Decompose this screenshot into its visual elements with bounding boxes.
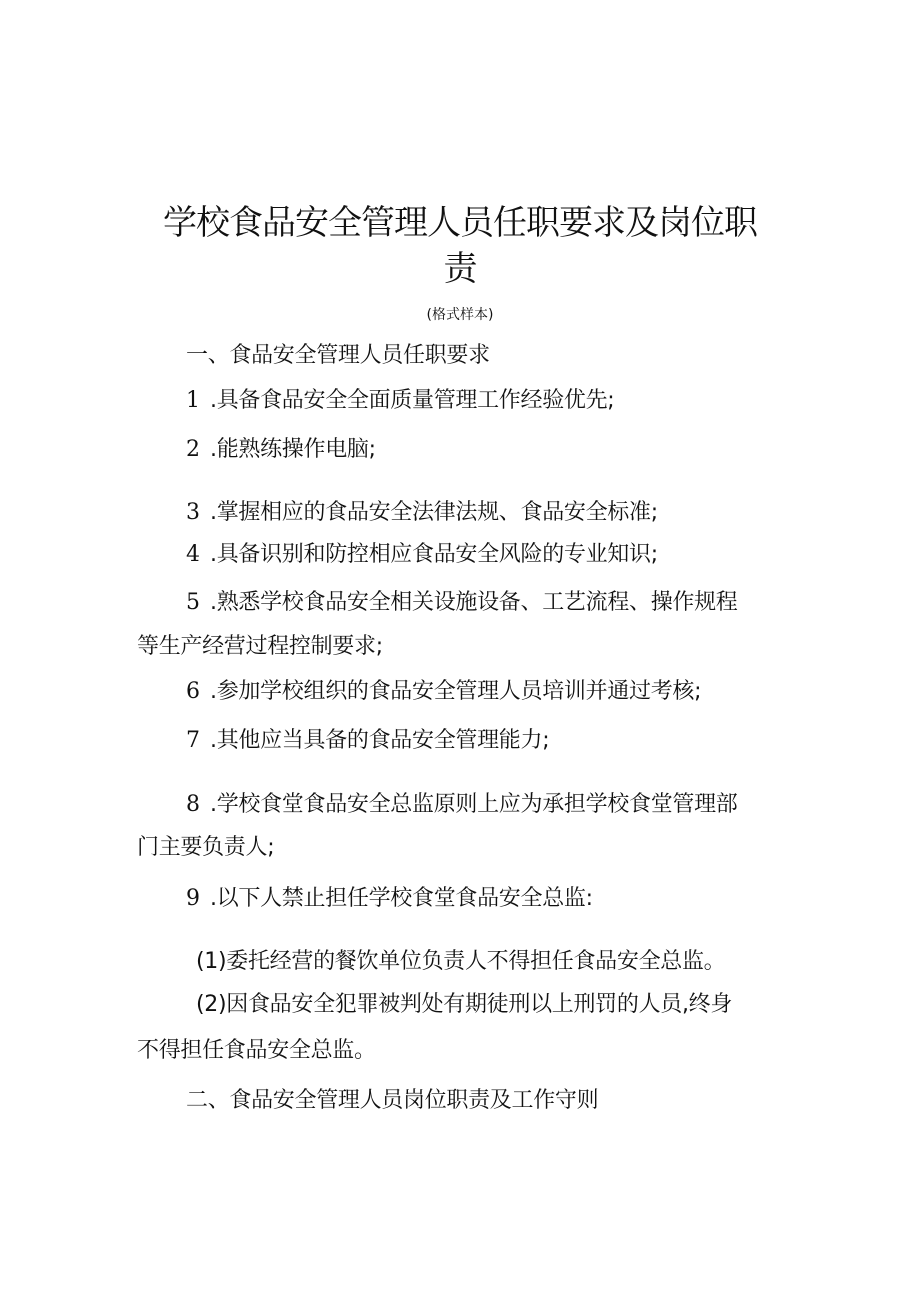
document-title-line2: 责 — [443, 249, 477, 289]
section2-heading: 二、食品安全管理人员岗位职责及工作守则 — [186, 1088, 599, 1113]
list-item — [186, 726, 549, 756]
list-item — [186, 498, 658, 528]
item-text: .以下人禁止担任学校食堂食品安全总监: — [210, 886, 593, 911]
sub-list-item-continuation: 不得担任食品安全总监。 — [137, 1038, 376, 1063]
item-number: 9 — [186, 886, 200, 911]
item-number: 7 — [186, 728, 200, 753]
list-item — [186, 790, 738, 820]
list-item-continuation: 门主要负责人; — [137, 835, 275, 860]
item-text: .其他应当具备的食品安全管理能力; — [210, 728, 550, 753]
section1-heading: 一、食品安全管理人员任职要求 — [186, 343, 490, 368]
item-text: .熟悉学校食品安全相关设施设备、工艺流程、操作规程 — [210, 590, 738, 615]
item-number: 6 — [186, 679, 200, 704]
document-subtitle: (格式样本) — [426, 307, 494, 323]
list-item — [186, 386, 614, 416]
item-number: 4 — [186, 542, 200, 567]
item-text: .能熟练操作电脑; — [210, 437, 376, 462]
item-number: 8 — [186, 792, 200, 817]
list-item — [186, 588, 738, 618]
list-item — [186, 435, 376, 465]
item-text: .参加学校组织的食品安全管理人员培训并通过考核; — [210, 679, 702, 704]
document-title-line1: 学校食品安全管理人员任职要求及岗位职 — [163, 203, 757, 243]
sub-list-item: (2)因食品安全犯罪被判处有期徒刑以上刑罚的人员,终身 — [196, 992, 733, 1017]
item-number: 1 — [186, 388, 200, 413]
item-number: 2 — [186, 437, 200, 462]
list-item — [186, 884, 593, 914]
list-item — [186, 677, 701, 707]
item-text: .具备食品安全全面质量管理工作经验优先; — [210, 388, 615, 413]
item-text: .具备识别和防控相应食品安全风险的专业知识; — [210, 542, 658, 567]
item-number: 5 — [186, 590, 200, 615]
sub-list-item: (1)委托经营的餐饮单位负责人不得担任食品安全总监。 — [196, 949, 726, 974]
list-item-continuation: 等生产经营过程控制要求; — [137, 634, 383, 659]
item-text: .学校食堂食品安全总监原则上应为承担学校食堂管理部 — [210, 792, 738, 817]
item-number: 3 — [186, 500, 200, 525]
item-text: .掌握相应的食品安全法律法规、食品安全标准; — [210, 500, 658, 525]
list-item — [186, 540, 658, 570]
